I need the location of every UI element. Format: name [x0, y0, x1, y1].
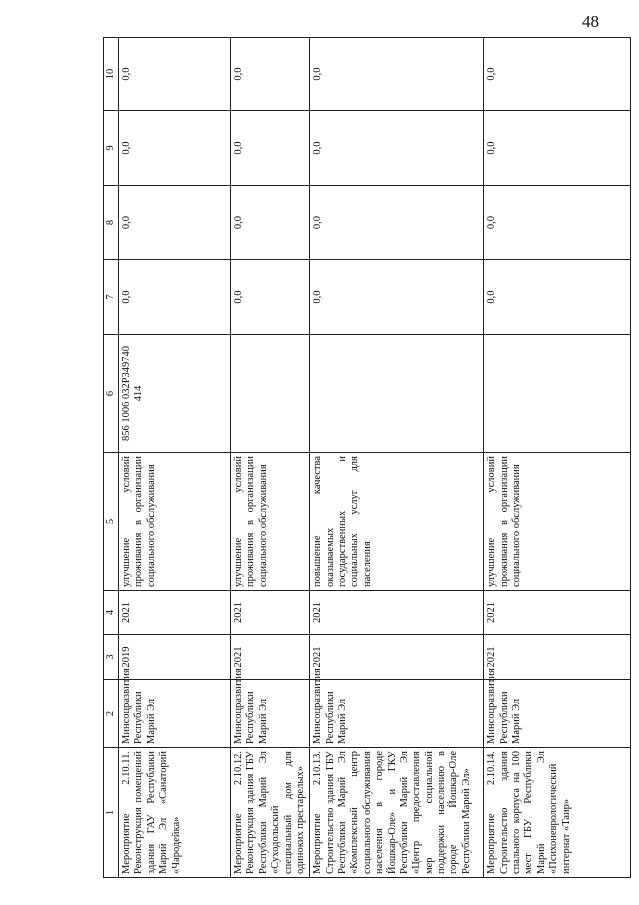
end-year-cell: 2021	[119, 591, 231, 635]
executor-cell: Минсоцразвития Республики Марий Эл	[310, 680, 484, 748]
end-year-cell: 2021	[310, 591, 484, 635]
start-year-cell: 2021	[310, 635, 484, 680]
value-cell-10: 0,0	[231, 38, 310, 111]
value-cell-7: 0,0	[119, 260, 231, 335]
value-cell-10: 0,0	[484, 38, 631, 111]
value-cell-7: 0,0	[310, 260, 484, 335]
column-header-9: 9	[104, 111, 119, 186]
executor-cell: Минсоцразвития Республики Марий Эл	[231, 680, 310, 748]
value-cell-10: 0,0	[119, 38, 231, 111]
column-header-10: 10	[104, 38, 119, 111]
column-header-6: 6	[104, 335, 119, 453]
value-cell-9: 0,0	[119, 111, 231, 186]
budget-code-cell	[310, 335, 484, 453]
value-cell-9: 0,0	[310, 111, 484, 186]
measure-name-cell: Мероприятие 2.10.11. Реконструкция помещений здания ГАУ Республики Марий Эл «Санаторий «Чародейка»	[119, 748, 231, 878]
result-cell: повышение качества оказываемых государственных и социальных услуг для населения	[310, 453, 484, 591]
table-row	[310, 38, 484, 878]
column-header-4: 4	[104, 591, 119, 635]
value-cell-8: 0,0	[484, 186, 631, 260]
column-header-2: 2	[104, 680, 119, 748]
budget-code-cell: 856 1006 032Р349740 414	[119, 335, 231, 453]
executor-cell: Минсоцразвития Республики Марий Эл	[484, 680, 631, 748]
start-year-cell: 2019	[119, 635, 231, 680]
column-header-8: 8	[104, 186, 119, 260]
value-cell-9: 0,0	[231, 111, 310, 186]
budget-code-cell	[231, 335, 310, 453]
measure-name-cell: Мероприятие 2.10.12. Реконструкция здания ГБУ Республики Марий Эл «Суходольский специальный дом для одиноких престарелых»	[231, 748, 310, 878]
column-header-7: 7	[104, 260, 119, 335]
value-cell-8: 0,0	[231, 186, 310, 260]
executor-cell: Минсоцразвития Республики Марий Эл	[119, 680, 231, 748]
result-cell: улучшение условий проживания в организации социального обслуживания	[119, 453, 231, 591]
budget-code-cell	[484, 335, 631, 453]
table-header-row	[104, 38, 119, 878]
start-year-cell: 2021	[231, 635, 310, 680]
measure-name-cell: Мероприятие 2.10.13. Строительство здания ГБУ Республики Марий Эл «Комплексный центр социального обслуживания населения в городе Йошкар-Оле» и ГКУ Республики Марий Эл «Центр предоставления мер социальной поддержки населению в городе Йошкар-Оле Республики Марий Эл»	[310, 748, 484, 878]
program-measures-table	[103, 37, 631, 878]
measure-name-cell: Мероприятие 2.10.14. Строительство здания спального корпуса на 100 мест ГБУ Республики Марий Эл «Психоневрологический интернат «Таир»	[484, 748, 631, 878]
table-row	[119, 38, 231, 878]
end-year-cell: 2021	[484, 591, 631, 635]
start-year-cell: 2021	[484, 635, 631, 680]
end-year-cell: 2021	[231, 591, 310, 635]
table-row	[231, 38, 310, 878]
column-header-3: 3	[104, 635, 119, 680]
value-cell-9: 0,0	[484, 111, 631, 186]
value-cell-8: 0,0	[119, 186, 231, 260]
column-header-1: 1	[104, 748, 119, 878]
column-header-5: 5	[104, 453, 119, 591]
result-cell: улучшение условий проживания в организации социального обслуживания	[484, 453, 631, 591]
value-cell-7: 0,0	[484, 260, 631, 335]
value-cell-8: 0,0	[310, 186, 484, 260]
table-row	[484, 38, 631, 878]
result-cell: улучшение условий проживания в организации социального обслуживания	[231, 453, 310, 591]
value-cell-7: 0,0	[231, 260, 310, 335]
value-cell-10: 0,0	[310, 38, 484, 111]
page-number: 48	[582, 12, 599, 31]
